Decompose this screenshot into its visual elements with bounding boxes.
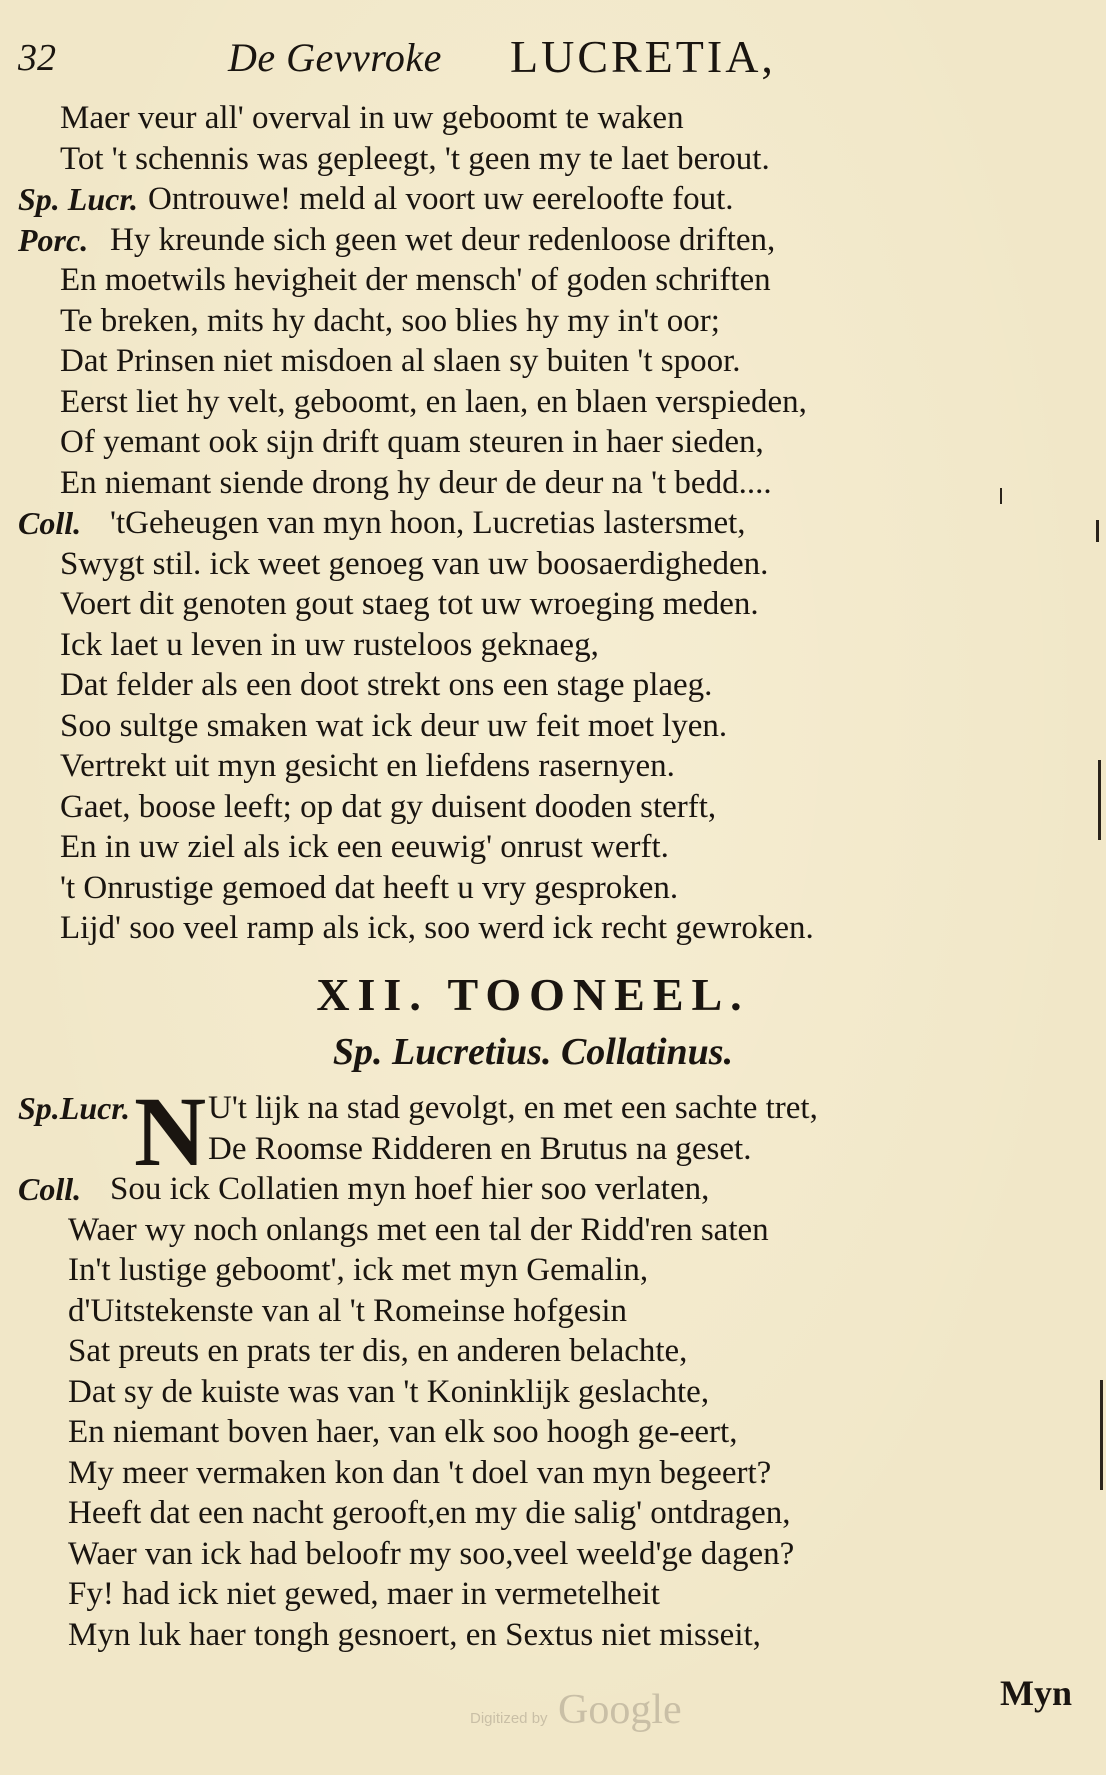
speaker-label: Coll. xyxy=(18,1171,82,1207)
verse-text: De Roomse Ridderen en Brutus na geset. xyxy=(208,1130,752,1167)
verse-line xyxy=(18,1534,1018,1575)
verse-text: U't lijk na stad gevolgt, en met een sachte tret, xyxy=(208,1090,818,1126)
verse-text: Vertrekt uit myn gesicht en liefdens rasernyen. xyxy=(60,748,675,784)
verse-text: En niemant boven haer, van elk soo hoogh ge-eert, xyxy=(68,1414,738,1450)
verse-text: En niemant siende drong hy deur de deur na 't bedd.... xyxy=(60,464,772,501)
scene-persons: Sp. Lucretius. Collatinus. xyxy=(332,1031,734,1073)
verse-line xyxy=(18,827,1018,868)
verse-block-2 xyxy=(18,1076,1018,1655)
verse-line xyxy=(18,1493,1018,1534)
google-logo: Google xyxy=(558,1687,682,1733)
verse-text: In't lustige geboomt', ick met myn Gemalin, xyxy=(68,1252,649,1288)
verse-line xyxy=(18,1331,1018,1372)
verse-line xyxy=(18,665,1018,706)
drop-cap: N xyxy=(134,1076,207,1187)
speaker-label: Sp. Lucr. xyxy=(18,181,139,217)
verse-text: Ick laet u leven in uw rusteloos geknaeg, xyxy=(60,626,599,663)
verse-line xyxy=(18,868,1018,909)
verse-block-1 xyxy=(18,98,1018,949)
running-head xyxy=(18,28,1078,84)
verse-text: Sou ick Collatien myn hoef hier soo verlaten, xyxy=(110,1171,710,1207)
verse-text: Voert dit genoten gout staeg tot uw wroeging meden. xyxy=(60,586,759,622)
verse-line xyxy=(18,260,1018,301)
verse-text: Fy! had ick niet gewed, maer in vermetelheit xyxy=(68,1576,660,1612)
page-number: 32 xyxy=(18,37,56,79)
verse-text: Dat felder als een doot strekt ons een stage plaeg. xyxy=(60,667,713,703)
running-title-caps: LUCRETIA, xyxy=(510,31,776,82)
verse-line xyxy=(18,382,1018,423)
verse-text: Te breken, mits hy dacht, soo blies hy my in't oor; xyxy=(60,302,720,339)
verse-line xyxy=(18,463,1018,504)
verse-line xyxy=(18,1372,1018,1413)
page-edge-mark xyxy=(1096,520,1099,542)
verse-text: Tot 't schennis was gepleegt, 't geen my te laet berout. xyxy=(60,140,770,177)
verse-text: Ontrouwe! meld al voort uw eereloofte fout. xyxy=(148,181,734,217)
verse-line xyxy=(18,625,1018,666)
verse-text: My meer vermaken kon dan 't doel van myn begeert? xyxy=(68,1454,772,1491)
verse-text: Myn luk haer tongh gesnoert, en Sextus niet misseit, xyxy=(68,1616,761,1653)
verse-text: d'Uitstekenste van al 't Romeinse hofgesin xyxy=(68,1292,628,1329)
page-edge-mark xyxy=(1000,488,1002,504)
verse-text: 'tGeheugen van myn hoon, Lucretias lastersmet, xyxy=(110,505,746,541)
verse-line xyxy=(18,584,1018,625)
verse-line xyxy=(18,1169,1018,1210)
verse-line xyxy=(18,1574,1018,1615)
verse-line xyxy=(18,787,1018,828)
verse-text: Dat Prinsen niet misdoen al slaen sy buiten 't spoor. xyxy=(60,343,741,379)
verse-text: Lijd' soo veel ramp als ick, soo werd ick recht gewroken. xyxy=(60,910,814,946)
verse-line xyxy=(18,1291,1018,1332)
speaker-label: Coll. xyxy=(18,505,82,541)
verse-line xyxy=(18,1210,1018,1251)
verse-line xyxy=(18,301,1018,342)
scene-title: XII. TOONEEL. xyxy=(316,969,750,1020)
page-edge-mark xyxy=(1100,1380,1103,1490)
verse-text: Swygt stil. ick weet genoeg van uw boosaerdigheden. xyxy=(60,545,769,582)
page-edge-mark xyxy=(1098,760,1101,840)
speaker-label: Porc. xyxy=(18,221,89,258)
watermark-prefix: Digitized by xyxy=(470,1710,548,1727)
verse-line xyxy=(18,544,1018,585)
verse-text: En in uw ziel als ick een eeuwig' onrust werft. xyxy=(60,829,669,865)
verse-text: Eerst liet hy velt, geboomt, en laen, en blaen verspieden, xyxy=(60,383,807,420)
verse-line xyxy=(18,1453,1018,1494)
verse-line xyxy=(18,1412,1018,1453)
catchword: Myn xyxy=(1000,1673,1072,1713)
verse-line xyxy=(18,139,1018,180)
verse-text: En moetwils hevigheit der mensch' of goden schriften xyxy=(60,262,771,298)
verse-line xyxy=(18,503,1018,544)
verse-text: Of yemant ook sijn drift quam steuren in haer sieden, xyxy=(60,424,764,460)
digitized-watermark xyxy=(470,1686,682,1734)
verse-text: 't Onrustige gemoed dat heeft u vry gesproken. xyxy=(60,869,679,906)
verse-line xyxy=(18,1615,1018,1656)
verse-text: Soo sultge smaken wat ick deur uw feit moet lyen. xyxy=(60,707,728,744)
verse-text: Maer veur all' overval in uw geboomt te waken xyxy=(60,100,684,136)
verse-line xyxy=(18,179,1018,220)
verse-line xyxy=(18,220,1018,261)
verse-text: Waer van ick had beloofr my soo,veel weeld'ge dagen? xyxy=(68,1535,795,1572)
verse-line xyxy=(18,908,1018,949)
verse-text: Dat sy de kuiste was van 't Koninklijk geslachte, xyxy=(68,1373,710,1410)
verse-text: Heeft dat een nacht gerooft,en my die salig' ontdragen, xyxy=(68,1495,791,1531)
verse-text: Sat preuts en prats ter dis, en anderen belachte, xyxy=(68,1333,688,1369)
verse-text: Hy kreunde sich geen wet deur redenloose driften, xyxy=(110,221,776,258)
verse-line xyxy=(18,422,1018,463)
verse-text: Gaet, boose leeft; op dat gy duisent dooden sterft, xyxy=(60,788,717,825)
verse-line xyxy=(18,98,1018,139)
verse-line xyxy=(18,706,1018,747)
running-title-italic: De Gevvroke xyxy=(228,35,442,80)
verse-line xyxy=(18,1250,1018,1291)
verse-line xyxy=(18,341,1018,382)
verse-line xyxy=(18,746,1018,787)
speaker-label: Sp.Lucr. xyxy=(18,1090,131,1126)
verse-text: Waer wy noch onlangs met een tal der Ridd'ren saten xyxy=(68,1211,769,1248)
verse-line xyxy=(18,1129,1018,1170)
